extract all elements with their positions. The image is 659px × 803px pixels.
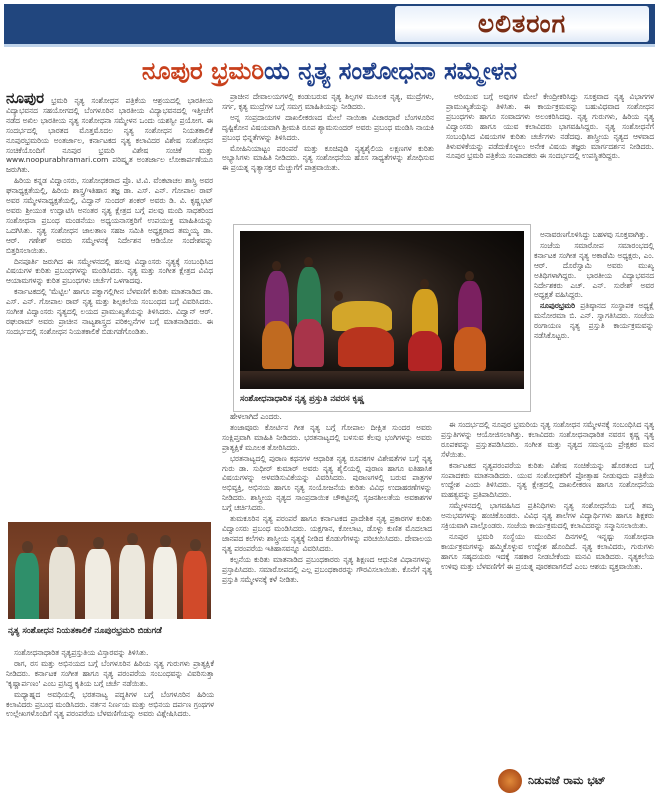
headline-part-b: ಯ ನೃತ್ಯ ಸಂಶೋಧನಾ ಸಮ್ಮೇಳನ [264, 57, 518, 85]
dance-photo-caption: ಸಂಶೋಧನಾಧಾರಿತ ನೃತ್ಯ ಪ್ರಸ್ತುತಿ ನವರಸ ಕೃಷ್ಣ [240, 394, 365, 404]
col6-p1: ಸಂಶೋಧನಾಧಾರಿತ ನೃತ್ಯಪ್ರಸ್ತುತಿಯ ವಿಸ್ತಾರವನ್ನು ತಿಳಿಸಿತು. [14, 648, 149, 657]
col1-p2: ಹಿರಿಯ ಕನ್ನಡ ವಿದ್ವಾಂಸರು, ಸಂಶೋಧಕರಾದ ಪ್ರೊ. ಟಿ.ವಿ. ವೆಂಕಟಾಚಲ ಶಾಸ್ತ್ರಿ ಅವರ ಘನಾಧ್ಯಕ್ಷತೆಯಲ್ಲಿ, ಹಿರಿಯ ಶಾಸ್ತ್ರ/ಇತಿಹಾಸ ತಜ್ಞ ಡಾ. ಎಸ್. ಎನ್. ಗೋಪಾಲ ರಾವ್ ಅವರ ಸಮ್ಮೇಳನಾಧ್ಯಕ್ಷತೆಯಲ್ಲಿ, ವಿದ್ವಾನ್ ಸುಂದರ್ ಶಂಕರ್ ಅವರು ಡಿ. ವಿ. ಕೃಷ್ಣಭಟ್ ಅವರು ಶ್ರೀಯುತ ಉದ್ಘಾಟಿಸಿ ಅನಂತರ ನೃತ್ಯ ಕ್ಷೇತ್ರದ ಬಗ್ಗೆ ಪಲವು ಮಂದಿ ಸಾಧಕರಿಂದ ಸಂಶೋಧನಾ ಪ್ರಬಂಧ ಮಂಡನೆಯು ಅಧ್ಯಯನಾಸಕ್ತರಿಗೆ ಉಪಯುಕ್ತ ಮಾಹಿತಿಯನ್ನು ಒದಗಿಸಿತು. ನೃತ್ಯ ಸಂಶೋಧನ ಜಾಲತಾಣ ಸಹಜ ಸಮಿತಿ ಅಧ್ಯಕ್ಷರಾದ ತಮ್ಮಯ್ಯ ಡಾ. ಆರ್. ಗಣೇಶ್ ಅವರು ಸಮ್ಮೇಳನಕ್ಕೆ ನಿರ್ದೇಶನ ಆಡಿಯೋ ಸಂದೇಶವನ್ನು ಬಿತ್ತರಿಸಲಾಯಿತು. [6, 176, 213, 255]
column-3 [446, 92, 654, 224]
col3-p1: ಅರಿಯುವ ಬಗ್ಗೆ ಅವುಗಳ ಮೇಲೆ ಕೇಂದ್ರೀಕರಿಸಿದ್ದು ಸೂಕ್ತವಾದ ನೃತ್ಯ ವಿಭಾಗಗಳ ಪ್ರಾಮುಖ್ಯತೆಯನ್ನು ತಿಳಿಸಿತು. ಈ ಕಾರ್ಯಕ್ರಮವನ್ನು ಬಹುವಿಧವಾದ ಸಂಶೋಧನ ಪ್ರಬಂಧಗಳು ಹಾಗೂ ಸಂವಾದಗಳು ಅಲಂಕರಿಸಿದವು. ನೃತ್ಯ ಗುರುಗಳು, ಹಿರಿಯ ನೃತ್ಯ ವಿದ್ವಾಂಸರು ಹಾಗೂ ಯುವ ಕಲಾವಿದರು ಭಾಗವಹಿಸಿದ್ದರು. ನೃತ್ಯ ಸಂಶೋಧನೆಗೆ ಸಂಬಂಧಿಸಿದ ವಿಷಯಗಳ ಕುರಿತು ಚರ್ಚೆಗಳು ನಡೆದವು. ಶಾಸ್ತ್ರೀಯ ನೃತ್ಯದ ಆಳವಾದ ತಿಳುವಳಿಕೆಯನ್ನು ಪಡೆದುಕೊಳ್ಳಲು ಅನೇಕ ವಿಷಯ ತಜ್ಞರು ಮಾರ್ಗದರ್ಶನ ನೀಡಿದರು. ನೂಪುರ ಭ್ರಮರಿ ಪತ್ರಿಕೆಯ ಸಂಪಾದಕರು ಈ ಸಂದರ್ಭದಲ್ಲಿ ಉಪಸ್ಥಿತರಿದ್ದರು. [446, 92, 654, 161]
column-2 [222, 92, 434, 222]
person-4 [118, 533, 146, 619]
col5-p3: ಸಮ್ಮೇಳನದಲ್ಲಿ ಭಾಗವಹಿಸಿದ ಪ್ರತಿನಿಧಿಗಳು ನೃತ್ಯ ಸಂಶೋಧನೆಯ ಬಗ್ಗೆ ತಮ್ಮ ಅನುಭವಗಳನ್ನು ಹಂಚಿಕೊಂಡರು. ವಿವಿಧ ನೃತ್ಯ ಶಾಲೆಗಳ ವಿದ್ಯಾರ್ಥಿಗಳು ಹಾಗೂ ಶಿಕ್ಷಕರು ಸಕ್ರಿಯವಾಗಿ ಪಾಲ್ಗೊಂಡರು. ಸಂಜೆಯ ಕಾರ್ಯಕ್ರಮದಲ್ಲಿ ಕಲಾವಿದರನ್ನು ಸನ್ಮಾನಿಸಲಾಯಿತು. [441, 501, 654, 531]
dancer-3 [328, 289, 398, 369]
release-photo-caption: ನೃತ್ಯ ಸಂಶೋಧನ ನಿಯತಕಾಲಿಕೆ ನೂಪುರಭ್ರಮರಿ ಬಿಡುಗಡೆ [8, 626, 162, 636]
dancer-2 [294, 257, 324, 369]
person-6 [182, 539, 208, 619]
col1-p1b: ಪರಿಷ್ಕೃತ ಅಂತರ್ಜಾಲ ಲೋಕಾರ್ಪಣೆಯೂ ಜರುಗಿತು. [6, 155, 213, 175]
col3b-p3-wrap [534, 301, 654, 341]
col4-p4: ತುಮಕೂರಿನ ನೃತ್ಯ ಪರಂಪರೆ ಹಾಗೂ ಕರ್ನಾಟಕದ ಪ್ರಾದೇಶಿಕ ನೃತ್ಯ ಪ್ರಕಾರಗಳ ಕುರಿತು ವಿದ್ವಾಂಸರು ಪ್ರಬಂಧ ಮಂಡಿಸಿದರು. ಯಕ್ಷಗಾನ, ಕೋಲಾಟ, ಡೊಳ್ಳು ಕುಣಿತ ಮೊದಲಾದ ಜಾನಪದ ಕಲೆಗಳು ಶಾಸ್ತ್ರೀಯ ನೃತ್ಯಕ್ಕೆ ನೀಡಿದ ಕೊಡುಗೆಗಳನ್ನು ಪರಿಚಯಿಸಿದರು. ದೇವಾಲಯ ನೃತ್ಯ ಪರಂಪರೆಯ ಇತಿಹಾಸವನ್ನೂ ವಿವರಿಸಿದರು. [222, 514, 432, 553]
column-6 [6, 648, 214, 796]
col5-p4: ನೂಪುರ ಭ್ರಮರಿ ಸಂಸ್ಥೆಯು ಮುಂದಿನ ದಿನಗಳಲ್ಲಿ ಇನ್ನಷ್ಟು ಸಂಶೋಧನಾ ಕಾರ್ಯಕ್ರಮಗಳನ್ನು ಹಮ್ಮಿಕೊಳ್ಳುವ ಉದ್ದೇಶ ಹೊಂದಿದೆ. ನೃತ್ಯ ಕಲಾವಿದರು, ಗುರುಗಳು ಹಾಗೂ ಸಹೃದಯರು ಇದಕ್ಕೆ ಸಹಕಾರ ನೀಡಬೇಕೆಂದು ಮನವಿ ಮಾಡಿದರು. ನೃತ್ಯಕಲೆಯ ಉಳಿವು ಮತ್ತು ಬೆಳವಣಿಗೆಗೆ ಈ ಪ್ರಯತ್ನ ಪೂರಕವಾಗಲಿದೆ ಎಂಬ ಆಶಯ ವ್ಯಕ್ತವಾಯಿತು. [441, 531, 654, 571]
col3b-p2: ಸಂಜೆಯ ಸಮಾರೋಪ ಸಮಾರಂಭದಲ್ಲಿ ಕರ್ನಾಟಕ ಸಂಗೀತ ನೃತ್ಯ ಅಕಾಡೆಮಿ ಅಧ್ಯಕ್ಷರು, ಎಂ. ಆರ್. ದೊರೆಸ್ವಾಮಿ ಅವರು ಮುಖ್ಯ ಅತಿಥಿಗಳಾಗಿದ್ದರು. ಭಾರತೀಯ ವಿದ್ಯಾಭವನದ ನಿರ್ದೇಶಕರು ಎಚ್. ಎನ್. ಸುರೇಶ್ ಅವರ ಅಧ್ಯಕ್ಷತೆ ವಹಿಸಿದ್ದರು. [534, 240, 654, 300]
column-4 [222, 412, 432, 796]
headline [6, 50, 653, 92]
column-1 [6, 92, 213, 514]
author-name: ನಿಡುವಜೆ ರಾಮ ಭಟ್ [528, 774, 606, 787]
lead-paragraph [6, 92, 213, 175]
dancer-5 [454, 271, 486, 371]
dancer-4 [408, 279, 442, 371]
person-1 [14, 541, 40, 619]
stage-floor [240, 371, 524, 389]
section-title: ಲಲಿತರಂಗ [395, 6, 649, 42]
col3b-p3: ಪ್ರತಿಷ್ಠಾನದ ಸಂಸ್ಥಾಪಕ ಅಧ್ಯಕ್ಷೆ ಮನೋರಮಾ ಬಿ. ಎನ್. ಸ್ವಾಗತಿಸಿದರು. ಸಂಜೆಯ ರಂಗಾಯಣ ನೃತ್ಯ ಪ್ರಸ್ತುತಿ ಕಾರ್ಯಕ್ರಮವನ್ನು ನಡೆಸಿಕೊಟ್ಟರು. [534, 301, 654, 341]
col1-p4: ಕರ್ನಾಟಕದಲ್ಲಿ 'ಮೆಟ್ಟಿಲ' ಹಾಗೂ ಪಕ್ವಾಗಲ್ಲಿಗೀನ ಬೆಳವಣಿಗೆ ಕುರಿತು ಮಾತನಾಡಿದ ಡಾ. ಎಸ್. ಎನ್. ಗೋಪಾಲ ರಾವ್ ನೃತ್ಯ ಮತ್ತು ಶಿಲ್ಪಕಲೆಯ ಸಂಬಂಧದ ಬಗ್ಗೆ ವಿವರಿಸಿದರು. ಸಂಗೀತ ವಿದ್ವಾಂಸರು ನೃತ್ಯದಲ್ಲಿ ಲಯದ ಪ್ರಾಮುಖ್ಯತೆಯನ್ನು ತಿಳಿಸಿದರು. ವಿದ್ವಾನ್ ಆರ್. ರಘುರಾಮ್ ಅವರು ಪ್ರಾಚೀನ ನಾಟ್ಯಶಾಸ್ತ್ರದ ಪರಿಕಲ್ಪನೆಗಳ ಬಗ್ಗೆ ಮಾತನಾಡಿದರು. ಈ ಸಂದರ್ಭದಲ್ಲಿ ಸಂಶೋಧನ ನಿಯತಕಾಲಿಕೆ ಬಿಡುಗಡೆಗೊಂಡಿತು. [6, 287, 213, 336]
column-5 [441, 420, 654, 764]
person-2 [48, 535, 76, 619]
col2-p3: ಮೋಹಿನಿಯಾಟ್ಟಂ ಪರಂಪರೆ ಮತ್ತು ಕೂಚಿಪುಡಿ ನೃತ್ಯಶೈಲಿಯ ಲಕ್ಷಣಗಳ ಕುರಿತು ಅಭ್ಯಾಸಿಗಳು ಮಾಹಿತಿ ನೀಡಿದರು. ನೃತ್ಯ ಸಂಶೋಧನೆಯ ಹೊಸ ಸಾಧ್ಯತೆಗಳನ್ನು ಶೋಧಿಸುವ ಈ ಪ್ರಯತ್ನ ನೃತ್ಯಾಸಕ್ತರ ಮೆಚ್ಚುಗೆಗೆ ಪಾತ್ರವಾಯಿತು. [222, 143, 434, 173]
col6-p3: ಮಧ್ಯಾಹ್ನದ ಅವಧಿಯಲ್ಲಿ ಭರತನಾಟ್ಯ ಪದ್ಧತಿಗಳ ಬಗ್ಗೆ ಬೆಂಗಳೂರಿನ ಹಿರಿಯ ಕಲಾವಿದರು ಪ್ರಬಂಧ ಮಂಡಿಸಿದರು. ನರ್ತನ ನಿರ್ಣಯ ಮತ್ತು ಅಭಿನಯ ದರ್ಪಣ ಗ್ರಂಥಗಳ ಉಲ್ಲೇಖಗಳೊಂದಿಗೆ ನೃತ್ಯ ಪರಂಪರೆಯ ಬೆಳವಣಿಗೆಯನ್ನು ಅವರು ವಿಶ್ಲೇಷಿಸಿದರು. [6, 689, 214, 719]
dance-photo [233, 224, 531, 412]
headline-part-a: ನೂಪುರ ಭ್ರಮರಿ [141, 57, 265, 85]
person-5 [152, 535, 178, 619]
col6-p2: ರಾಗ, ರಸ ಮತ್ತು ಅಭಿನಯದ ಬಗ್ಗೆ ಬೆಂಗಳೂರಿನ ಹಿರಿಯ ನೃತ್ಯ ಗುರುಗಳು ಪ್ರಾತ್ಯಕ್ಷಿಕೆ ನೀಡಿದರು. ಕರ್ನಾಟಕ ಸಂಗೀತ ಹಾಗೂ ನೃತ್ಯ ಪರಂಪರೆಯ ಸಂಬಂಧವನ್ನು ವಿವರಿಸುತ್ತಾ 'ಕೃಷ್ಣಾರ್ಪಣಂ' ಎಂಬ ಪ್ರಸಿದ್ಧ ಕೃತಿಯ ಬಗ್ಗೆ ಚರ್ಚೆ ನಡೆಯಿತು. [6, 658, 214, 688]
byline [498, 768, 654, 796]
release-scene-image [8, 522, 211, 619]
col1-p3: ದಿನಪೂರ್ತಿ ಜರುಗಿದ ಈ ಸಮ್ಮೇಳನದಲ್ಲಿ ಹಲವು ವಿದ್ವಾಂಸರು ನೃತ್ಯಕ್ಕೆ ಸಂಬಂಧಿಸಿದ ವಿಷಯಗಳ ಕುರಿತು ಪ್ರಬಂಧಗಳನ್ನು ಮಂಡಿಸಿದರು. ನೃತ್ಯ ಮತ್ತು ಸಂಗೀತ ಕ್ಷೇತ್ರದ ವಿವಿಧ ಆಯಾಮಗಳನ್ನು ಕುರಿತ ಪ್ರಬಂಧಗಳು ಚರ್ಚೆಗೆ ಒಳಗಾದವು. [6, 256, 213, 286]
col4-p1: ಹೇಳಲಾಗಿದೆ ಎಂದರು. [230, 412, 282, 421]
column-3-lower [534, 230, 654, 418]
author-seal-icon [498, 769, 522, 793]
col2-p1: ಪ್ರಾಚೀನ ದೇವಾಲಯಗಳಲ್ಲಿ ಕಂಡುಬರುವ ನೃತ್ಯ ಶಿಲ್ಪಗಳ ಮೂಲಕ ನೃತ್ಯ, ಮುದ್ರೆಗಳು, ಸರ್ಗ, ಕೃತ್ಯ ಮುದ್ರೆಗಳ ಬಗ್ಗೆ ಸಮಗ್ರ ಮಾಹಿತಿಯನ್ನು ನೀಡಿದರು. [222, 92, 434, 111]
col3b-p1: ಅನಾವರಣಗೊಳಿಸಿದ್ದು ಬಹಳವು ಸೂಕ್ತವಾಗಿತ್ತು. [540, 230, 649, 239]
masthead [4, 4, 655, 47]
col5-p2: ಕರ್ನಾಟಕದ ನೃತ್ಯಪರಂಪರೆಯ ಕುರಿತು ವಿಶೇಷ ಸಂಚಿಕೆಯನ್ನು ಹೊರತಂದ ಬಗ್ಗೆ ಸಂಪಾದಕರು ಮಾತನಾಡಿದರು. ಯುವ ಸಂಶೋಧಕರಿಗೆ ಪ್ರೋತ್ಸಾಹ ನೀಡುವುದು ಪತ್ರಿಕೆಯ ಉದ್ದೇಶ ಎಂದು ತಿಳಿಸಿದರು. ನೃತ್ಯ ಕ್ಷೇತ್ರದಲ್ಲಿ ದಾಖಲೀಕರಣ ಹಾಗೂ ಸಂಶೋಧನೆಯ ಮಹತ್ವವನ್ನು ಪ್ರತಿಪಾದಿಸಿದರು. [441, 460, 654, 500]
col1-p1: ಭ್ರಮರಿ ನೃತ್ಯ ಸಂಶೋಧನ ಪತ್ರಿಕೆಯ ಆಶ್ರಯದಲ್ಲಿ ಭಾರತೀಯ ವಿದ್ಯಾಭವನದ ಸಹಯೋಗದಲ್ಲಿ ಬೆಂಗಳೂರಿನ ಭಾರತೀಯ ವಿದ್ಯಾಭವನದಲ್ಲಿ ಇತ್ತೀಚೆಗೆ ನಡೆದ ಅಖಿಲ ಭಾರತೀಯ ನೃತ್ಯ ಸಂಶೋಧನಾ ಸಮ್ಮೇಳನ ಒಂದು ಯಶಸ್ವೀ ಪ್ರಯೋಗ. ಈ ಸಂದರ್ಭದಲ್ಲಿ ಭಾರತದ ಮೊತ್ತಮೊದಲ ನೃತ್ಯ ಸಂಶೋಧನ ನಿಯತಕಾಲಿಕೆ ನೂಪುರಭ್ರಮರಿಯ ಅಂತರ್ಜಾಲ, ಕರ್ನಾಟಕದ ನೃತ್ಯ ಕಲಾವಿದರ ವಿಶೇಷ ಸಂಶೋಧನ ಸಂಚಿಕೆಯೊಂದಿಗೆ ನೂಪುರ ಭ್ರಮರಿ ವಿಶೇಷ ಸಂಚಿಕೆ ಮತ್ತು [6, 96, 213, 155]
dancer-1 [262, 261, 292, 371]
drop-word: ನೂಪುರ [6, 92, 45, 107]
col4-p5: ಕಲ್ಪನೆಯ ಕುರಿತು ಮಾತನಾಡಿದ ಪ್ರಬಂಧಕಾರರು ನೃತ್ಯ ಶಿಕ್ಷಣದ ಆಧುನಿಕ ವಿಧಾನಗಳನ್ನು ಪ್ರಸ್ತಾಪಿಸಿದರು. ಸಮಾರೋಪದಲ್ಲಿ ಎಲ್ಲ ಪ್ರಬಂಧಕಾರರನ್ನು ಗೌರವಿಸಲಾಯಿತು. ಕೊನೆಗೆ ನೃತ್ಯ ಪ್ರಸ್ತುತಿ ಸಮ್ಮೇಳನಕ್ಕೆ ಕಳೆ ನೀಡಿತು. [222, 554, 432, 584]
release-photo [6, 516, 213, 645]
col4-p3: ಭರತನಾಟ್ಯದಲ್ಲಿ ಪುರಾಣ ಕಥನಗಳ ಆಧಾರಿತ ನೃತ್ಯ ರೂಪಕಗಳ ವಿಶೇಷತೆಗಳ ಬಗ್ಗೆ ನೃತ್ಯ ಗುರು ಡಾ. ಸುಧೀರ್ ಕುಮಾರ್ ಅವರು ನೃತ್ಯ ಶೈಲಿಯಲ್ಲಿ ಪುರಾಣ ಹಾಗೂ ಐತಿಹಾಸಿಕ ವಿಷಯಗಳನ್ನು ಅಳವಡಿಸುವಿಕೆಯನ್ನು ವಿವರಿಸಿದರು. ಪುರಾಣಗಳಲ್ಲಿ ಬರುವ ಪಾತ್ರಗಳ ಅಭಿವ್ಯಕ್ತಿ, ಅಭಿನಯ ಹಾಗೂ ನೃತ್ಯ ಸಂಯೋಜನೆಯ ಕುರಿತು ವಿವಿಧ ಉದಾಹರಣೆಗಳನ್ನು ನೀಡಿದರು. ಶಾಸ್ತ್ರೀಯ ನೃತ್ಯದ ಸಾಂಪ್ರದಾಯಿಕ ಚೌಕಟ್ಟಿನಲ್ಲಿ ಸೃಜನಶೀಲತೆಯ ಅವಕಾಶಗಳ ಬಗ್ಗೆ ಚರ್ಚಿಸಿದರು. [222, 453, 432, 513]
website-url[interactable]: www.noopurabhramari.com [6, 155, 109, 165]
col5-p1: ಈ ಸಂದರ್ಭದಲ್ಲಿ ನೂಪುರ ಭ್ರಮರಿಯ ನೃತ್ಯ ಸಂಶೋಧನ ಸಮ್ಮೇಳನಕ್ಕೆ ಸಂಬಂಧಿಸಿದ ನೃತ್ಯ ಪ್ರಸ್ತುತಿಗಳನ್ನು ಆಯೋಜಿಸಲಾಗಿತ್ತು. ಕಲಾವಿದರು ಸಂಶೋಧನಾಧಾರಿತ ನವರಸ ಕೃಷ್ಣ ನೃತ್ಯ ರೂಪಕವನ್ನು ಪ್ರಸ್ತುತಪಡಿಸಿದರು. ಸಂಗೀತ ಮತ್ತು ನೃತ್ಯದ ಸಮನ್ವಯ ಪ್ರೇಕ್ಷಕರ ಮನ ಸೆಳೆಯಿತು. [441, 420, 654, 459]
col4-p2: ತಂಜಾವೂರು ಕೋರ್ಟಿನ ಗೀತ ನೃತ್ಯ ಬಗ್ಗೆ ಗೋಪಾಲ ದೀಕ್ಷಿತ ಸುಂದರ ಅವರು ಸಂಕ್ಷಿಪ್ತವಾಗಿ ಮಾಹಿತಿ ನೀಡಿದರು. ಭರತನಾಟ್ಯದಲ್ಲಿ ಬಳಸುವ ಕೆಲವು ಭಂಗಿಗಳನ್ನು ಅವರು ಪ್ರಾತ್ಯಕ್ಷಿಕೆ ಮೂಲಕ ತೋರಿಸಿದರು. [222, 422, 432, 452]
person-3 [84, 537, 112, 619]
col2-p2: ಅನ್ನ ಸಂಪ್ರದಾಯಗಳ ದಾಖಲೀಕರಣದ ಮೇಲೆ ನಾಯಿಕಾ ವಿಚಾರಧಾರೆ ಬೆಂಗಳೂರಿನ ದೃಷ್ಟಿಕೋನ ವಿಷಯವಾಗಿ ಶ್ರೀಮತಿ ರೂಪ ಶ್ಯಾಮಸುಂದರ್ ಅವರು ಪ್ರಬಂಧ ಮಂಡಿಸಿ ನಾಯಕಿ ಪ್ರಬಂಧ ಭಿನ್ನತೆಗಳನ್ನು ತಿಳಿಸಿದರು. [222, 112, 434, 142]
highlight-word: ನೂಪುರಭ್ರಮರಿ [540, 301, 576, 311]
dance-scene-image [240, 231, 524, 389]
